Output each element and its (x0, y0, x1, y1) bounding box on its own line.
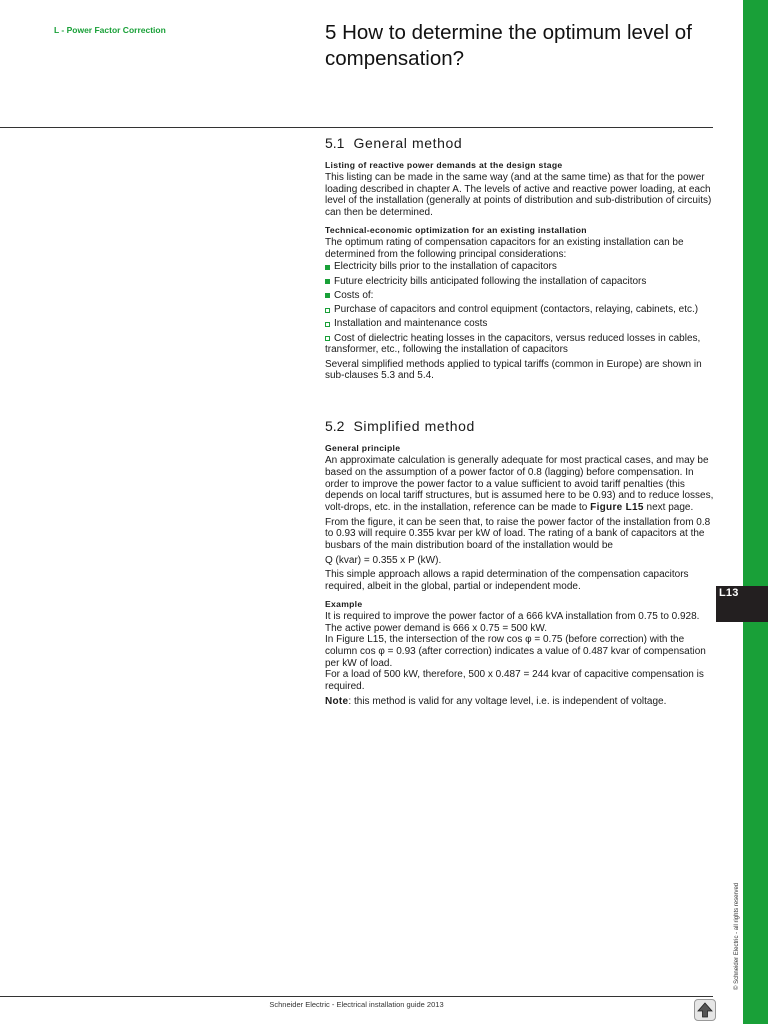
list-item: Future electricity bills anticipated following the installation of capacitors (325, 276, 717, 288)
paragraph-simplified-methods: Several simplified methods applied to typical tariffs (common in Europe) are shown in sub-clauses 5.3 and 5.4. (325, 358, 702, 382)
note-text: : this method is valid for any voltage level, i.e. is independent of voltage. (348, 695, 667, 707)
subheading-listing: Listing of reactive power demands at the design stage (325, 160, 563, 170)
note (325, 696, 717, 708)
section-heading-5-2 (325, 415, 717, 437)
back-to-top-button[interactable] (694, 999, 716, 1021)
considerations-list (325, 261, 717, 356)
list-item: Costs of: (325, 290, 717, 302)
copyright-text: © Schneider Electric - all rights reserved (734, 882, 740, 990)
paragraph-principle (325, 455, 717, 514)
subheading-example: Example (325, 598, 363, 609)
paragraph-approach: This simple approach allows a rapid determination of the compensation capacitors required, albeit in the global, partial or independent mode. (325, 569, 689, 593)
sub-list-item: Cost of dielectric heating losses in the capacitors, versus reduced losses in cables, transformer, etc., following the installation of capacitors (325, 333, 717, 356)
section-number: 5.1 (325, 135, 345, 151)
footer-divider (0, 996, 713, 997)
up-arrow-icon (697, 1002, 713, 1018)
sub-list-item: Purchase of capacitors and control equipment (contactors, relaying, cabinets, etc.) (325, 304, 717, 316)
section-title: Simplified method (353, 418, 475, 435)
paragraph-listing: This listing can be made in the same way (and at the same time) as that for the power loading described in chapter A. The levels of active and reactive power loading, at each level of the installation (generally at points of distribution and sub-distribution of circuits) can then be determined. (325, 172, 712, 219)
page-title: 5 How to determine the optimum level of compensation? (325, 21, 692, 70)
section-title: General method (353, 135, 463, 151)
example-line: For a load of 500 kW, therefore, 500 x 0.487 = 244 kvar of capacitive compensation is required. (325, 669, 704, 693)
page-number: L13 (719, 587, 739, 599)
sub-list-item: Installation and maintenance costs (325, 318, 717, 330)
paragraph-figure-reading: From the figure, it can be seen that, to raise the power factor of the installation from 0.8 to 0.93 will require 0.355 kvar per kW of load. The rating of a bank of capacitors at the busbars of the main distribution board of the installation would be (325, 516, 711, 552)
principle-text-end: next page. (643, 501, 694, 513)
paragraph-optimization: The optimum rating of compensation capacitors for an existing installation can be determined from the following principal considerations: (325, 236, 684, 260)
note-label: Note (325, 695, 349, 707)
example-line: In Figure L15, the intersection of the row cos φ = 0.75 (before correction) with the column cos φ = 0.93 (after correction) indicates a value of 0.487 kvar of compensation per kW of load. (325, 634, 706, 669)
section-heading-5-1 (325, 132, 717, 154)
header-divider (0, 127, 713, 128)
figure-reference: Figure L15 (590, 501, 644, 513)
subheading-optimization: Technical-economic optimization for an existing installation (325, 224, 587, 235)
page-number-tab (716, 586, 768, 622)
formula: Q (kvar) = 0.355 x P (kW). (325, 554, 442, 566)
subheading-general-principle: General principle (325, 443, 401, 454)
example-line: It is required to improve the power factor of a 666 kVA installation from 0.75 to 0.928. The active power demand is 666 x 0.75 = 500 kW. (325, 610, 700, 634)
section-number: 5.2 (325, 418, 345, 435)
list-item: Electricity bills prior to the installation of capacitors (325, 261, 717, 273)
green-side-bar (743, 0, 768, 1024)
principle-text: An approximate calculation is generally adequate for most practical cases, and may be based on the assumption of a power factor of 0.8 (lagging) before compensation. In order to improve the power factor to a value sufficient to avoid tariff penalties (this depends on local tariff structures, but is assumed here to be 0.93) and to reduce losses, volt-drops, etc. in the installation, reference can be made to (325, 455, 714, 513)
chapter-label: L - Power Factor Correction (54, 25, 166, 35)
main-content (325, 132, 717, 710)
footer-text: Schneider Electric - Electrical installation guide 2013 (269, 1000, 444, 1009)
